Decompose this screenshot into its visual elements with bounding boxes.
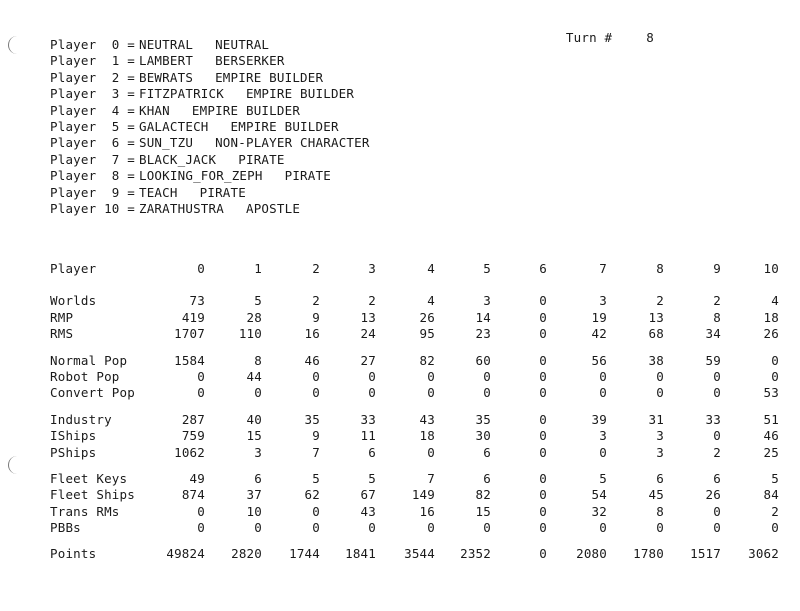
stat-cell: 3 xyxy=(599,428,607,444)
stat-label: Points xyxy=(50,546,97,562)
stat-cell: 1062 xyxy=(174,444,205,460)
stat-cell: 42 xyxy=(591,326,607,342)
stat-cell: 60 xyxy=(475,352,491,368)
turn-label: Turn # xyxy=(565,30,613,46)
player-type: EMPIRE BUILDER xyxy=(245,86,355,102)
stat-cell: 2 xyxy=(713,293,721,309)
stat-cell: 1841 xyxy=(345,546,376,562)
stat-cell: 0 xyxy=(197,368,205,384)
player-type: BERSERKER xyxy=(215,53,285,69)
stat-cell: 6 xyxy=(483,444,491,460)
stat-label: Player xyxy=(50,261,97,276)
player-list-item xyxy=(50,70,370,86)
stat-cell: 3 xyxy=(483,293,491,309)
stat-cell: 13 xyxy=(360,309,376,325)
player-name: LOOKING_FOR_ZEPH xyxy=(138,168,263,184)
stat-cell: 38 xyxy=(648,352,664,368)
stat-cell: 0 xyxy=(599,520,607,536)
stat-cell: 0 xyxy=(539,428,547,444)
stat-cell: 0 xyxy=(539,385,547,401)
stat-cell: 1744 xyxy=(289,546,320,562)
stat-cell: 4 xyxy=(771,293,779,309)
binder-hole-mark xyxy=(8,456,17,474)
stat-cell: 759 xyxy=(181,428,205,444)
stat-cell: 35 xyxy=(475,411,491,427)
stats-table xyxy=(50,261,790,563)
stat-cell: 0 xyxy=(539,309,547,325)
stat-cell: 14 xyxy=(475,309,491,325)
player-list-item xyxy=(50,152,370,168)
stat-cell: 10 xyxy=(763,261,779,276)
stat-cell: 62 xyxy=(304,487,320,503)
stat-cell: 53 xyxy=(763,385,779,401)
stat-cell: 0 xyxy=(539,293,547,309)
stat-cell: 2 xyxy=(312,293,320,309)
stat-cell: 16 xyxy=(304,326,320,342)
table-row xyxy=(50,412,790,428)
stat-label: PShips xyxy=(50,444,97,460)
player-list-item xyxy=(50,103,370,119)
stat-label: Fleet Ships xyxy=(50,487,135,503)
stat-cell: 44 xyxy=(246,368,262,384)
stat-cell: 0 xyxy=(539,326,547,342)
stat-cell: 82 xyxy=(419,352,435,368)
stat-cell: 5 xyxy=(368,470,376,486)
stat-cell: 0 xyxy=(539,546,547,562)
player-label: Player 2 = xyxy=(50,69,135,85)
stat-cell: 1780 xyxy=(633,546,664,562)
stat-label: PBBs xyxy=(50,520,81,536)
stat-cell: 0 xyxy=(254,385,262,401)
table-row xyxy=(50,293,790,309)
stat-cell: 39 xyxy=(591,411,607,427)
stat-cell: 0 xyxy=(539,487,547,503)
stat-cell: 0 xyxy=(771,352,779,368)
stat-cell: 0 xyxy=(427,444,435,460)
stat-cell: 28 xyxy=(246,309,262,325)
stat-cell: 84 xyxy=(763,487,779,503)
stat-cell: 59 xyxy=(705,352,721,368)
table-header-row xyxy=(50,261,790,277)
stat-cell: 43 xyxy=(360,503,376,519)
stat-cell: 0 xyxy=(312,385,320,401)
stat-label: Normal Pop xyxy=(50,352,128,368)
stat-cell: 0 xyxy=(539,520,547,536)
player-type: NEUTRAL xyxy=(215,37,270,52)
stat-label: Industry xyxy=(50,411,112,427)
stat-label: Fleet Keys xyxy=(50,470,128,486)
stat-cell: 1584 xyxy=(174,352,205,368)
stat-cell: 419 xyxy=(181,309,205,325)
table-row xyxy=(50,326,790,342)
stat-cell: 0 xyxy=(312,520,320,536)
stat-cell: 0 xyxy=(539,503,547,519)
stat-cell: 6 xyxy=(368,444,376,460)
player-type: EMPIRE BUILDER xyxy=(215,69,324,85)
stat-cell: 0 xyxy=(483,385,491,401)
stat-cell: 49824 xyxy=(166,546,205,562)
stat-cell: 3 xyxy=(254,444,262,460)
stat-cell: 95 xyxy=(419,326,435,342)
player-list-item xyxy=(50,185,370,201)
stat-cell: 0 xyxy=(713,428,721,444)
player-label: Player 3 = xyxy=(50,86,135,102)
player-name: KHAN xyxy=(138,102,170,118)
stat-cell: 0 xyxy=(771,520,779,536)
stat-cell: 0 xyxy=(713,368,721,384)
player-label: Player 9 = xyxy=(50,184,135,200)
player-type: PIRATE xyxy=(199,184,246,200)
stat-cell: 3 xyxy=(599,293,607,309)
stat-cell: 26 xyxy=(419,309,435,325)
player-list-item xyxy=(50,135,370,151)
table-row xyxy=(50,428,790,444)
stat-cell: 26 xyxy=(705,487,721,503)
stat-cell: 6 xyxy=(254,470,262,486)
player-name: BLACK_JACK xyxy=(138,151,217,167)
stat-cell: 15 xyxy=(475,503,491,519)
stat-cell: 9 xyxy=(312,428,320,444)
stat-label: Robot Pop xyxy=(50,368,120,384)
stat-cell: 0 xyxy=(599,385,607,401)
player-name: LAMBERT xyxy=(138,53,194,69)
player-list xyxy=(50,37,370,217)
player-name: NEUTRAL xyxy=(138,37,194,52)
stat-cell: 8 xyxy=(254,352,262,368)
stat-cell: 54 xyxy=(591,487,607,503)
player-label: Player 6 = xyxy=(50,135,135,151)
turn-indicator xyxy=(535,14,654,63)
stat-cell: 0 xyxy=(312,368,320,384)
stat-cell: 0 xyxy=(427,520,435,536)
player-type: PIRATE xyxy=(238,151,285,167)
stat-cell: 27 xyxy=(360,352,376,368)
binder-hole-mark xyxy=(8,36,17,54)
player-list-item xyxy=(50,37,370,53)
stat-cell: 26 xyxy=(763,326,779,342)
stat-cell: 5 xyxy=(312,470,320,486)
turn-value: 8 xyxy=(646,30,654,46)
player-type: EMPIRE BUILDER xyxy=(191,102,301,118)
player-label: Player 4 = xyxy=(50,102,135,118)
stat-cell: 874 xyxy=(181,487,205,503)
stat-cell: 46 xyxy=(763,428,779,444)
stat-label: RMP xyxy=(50,309,74,325)
stat-cell: 2 xyxy=(368,293,376,309)
player-name: GALACTECH xyxy=(138,119,209,135)
stat-cell: 73 xyxy=(189,293,205,309)
player-name: TEACH xyxy=(138,184,178,200)
stat-cell: 30 xyxy=(475,428,491,444)
stat-cell: 18 xyxy=(419,428,435,444)
stat-cell: 0 xyxy=(254,520,262,536)
player-label: Player 10 = xyxy=(50,201,135,217)
player-name: BEWRATS xyxy=(138,69,194,85)
table-row xyxy=(50,310,790,326)
stat-cell: 0 xyxy=(713,520,721,536)
stat-cell: 45 xyxy=(648,487,664,503)
stat-cell: 6 xyxy=(539,261,547,276)
stat-cell: 0 xyxy=(197,385,205,401)
stat-cell: 5 xyxy=(483,261,491,276)
stat-cell: 0 xyxy=(197,503,205,519)
stat-cell: 0 xyxy=(197,261,205,276)
stat-cell: 0 xyxy=(197,520,205,536)
table-row xyxy=(50,369,790,385)
stat-cell: 0 xyxy=(312,503,320,519)
stat-cell: 7 xyxy=(427,470,435,486)
stat-cell: 31 xyxy=(648,411,664,427)
stat-cell: 0 xyxy=(427,385,435,401)
stat-cell: 2820 xyxy=(231,546,262,562)
stat-cell: 5 xyxy=(771,470,779,486)
player-label: Player 5 = xyxy=(50,119,135,135)
stat-cell: 4 xyxy=(427,261,435,276)
stat-cell: 0 xyxy=(656,385,664,401)
stat-cell: 7 xyxy=(312,444,320,460)
player-type: PIRATE xyxy=(284,168,331,184)
stat-cell: 0 xyxy=(539,368,547,384)
player-name: SUN_TZU xyxy=(138,135,194,151)
stat-cell: 0 xyxy=(656,520,664,536)
stat-cell: 6 xyxy=(483,470,491,486)
stat-cell: 7 xyxy=(599,261,607,276)
stat-label: Worlds xyxy=(50,293,97,309)
player-type: EMPIRE BUILDER xyxy=(230,119,339,135)
stat-cell: 3062 xyxy=(748,546,779,562)
stat-cell: 5 xyxy=(599,470,607,486)
stat-cell: 11 xyxy=(360,428,376,444)
stat-cell: 49 xyxy=(189,470,205,486)
stat-cell: 149 xyxy=(411,487,435,503)
player-label: Player 8 = xyxy=(50,168,135,184)
stat-label: RMS xyxy=(50,326,74,342)
player-label: Player 0 = xyxy=(50,37,135,52)
stat-cell: 2 xyxy=(312,261,320,276)
stat-cell: 0 xyxy=(656,368,664,384)
stat-cell: 8 xyxy=(656,261,664,276)
player-name: ZARATHUSTRA xyxy=(138,201,224,217)
player-list-item xyxy=(50,53,370,69)
stat-cell: 0 xyxy=(483,520,491,536)
stat-cell: 13 xyxy=(648,309,664,325)
player-label: Player 7 = xyxy=(50,151,135,167)
stat-cell: 0 xyxy=(771,368,779,384)
stat-cell: 9 xyxy=(312,309,320,325)
stat-cell: 0 xyxy=(368,385,376,401)
stat-cell: 0 xyxy=(539,470,547,486)
stat-cell: 32 xyxy=(591,503,607,519)
stat-cell: 0 xyxy=(427,368,435,384)
table-row xyxy=(50,445,790,461)
stat-cell: 287 xyxy=(181,411,205,427)
stat-cell: 51 xyxy=(763,411,779,427)
stat-cell: 2 xyxy=(771,503,779,519)
player-list-item xyxy=(50,86,370,102)
stat-cell: 56 xyxy=(591,352,607,368)
stat-cell: 0 xyxy=(539,444,547,460)
stat-cell: 0 xyxy=(599,444,607,460)
stat-cell: 0 xyxy=(713,503,721,519)
stat-cell: 1707 xyxy=(174,326,205,342)
player-list-item xyxy=(50,119,370,135)
table-row xyxy=(50,353,790,369)
stat-cell: 15 xyxy=(246,428,262,444)
stat-cell: 8 xyxy=(656,503,664,519)
stat-cell: 19 xyxy=(591,309,607,325)
player-type: NON-PLAYER CHARACTER xyxy=(215,135,370,151)
player-list-item xyxy=(50,168,370,184)
stat-cell: 1517 xyxy=(690,546,721,562)
stat-cell: 82 xyxy=(475,487,491,503)
table-row xyxy=(50,471,790,487)
stat-label: IShips xyxy=(50,428,97,444)
stat-cell: 16 xyxy=(419,503,435,519)
stat-cell: 6 xyxy=(713,470,721,486)
stat-cell: 3 xyxy=(656,428,664,444)
stat-cell: 23 xyxy=(475,326,491,342)
stat-cell: 67 xyxy=(360,487,376,503)
stat-cell: 33 xyxy=(360,411,376,427)
stat-cell: 43 xyxy=(419,411,435,427)
stat-cell: 3544 xyxy=(404,546,435,562)
stat-cell: 18 xyxy=(763,309,779,325)
stat-cell: 0 xyxy=(483,368,491,384)
stat-cell: 2 xyxy=(656,293,664,309)
stat-cell: 0 xyxy=(539,411,547,427)
player-list-item xyxy=(50,201,370,217)
stat-cell: 5 xyxy=(254,293,262,309)
stat-cell: 0 xyxy=(368,368,376,384)
stat-cell: 33 xyxy=(705,411,721,427)
stat-cell: 2 xyxy=(713,444,721,460)
table-row xyxy=(50,487,790,503)
stat-cell: 110 xyxy=(238,326,262,342)
stat-cell: 1 xyxy=(254,261,262,276)
stat-cell: 25 xyxy=(763,444,779,460)
stat-cell: 35 xyxy=(304,411,320,427)
stat-cell: 40 xyxy=(246,411,262,427)
stat-cell: 6 xyxy=(656,470,664,486)
stat-cell: 34 xyxy=(705,326,721,342)
table-row xyxy=(50,504,790,520)
table-row xyxy=(50,385,790,401)
stat-cell: 68 xyxy=(648,326,664,342)
stat-label: Convert Pop xyxy=(50,385,135,401)
stat-cell: 46 xyxy=(304,352,320,368)
stat-cell: 0 xyxy=(368,520,376,536)
stat-cell: 9 xyxy=(713,261,721,276)
stat-cell: 4 xyxy=(427,293,435,309)
stat-cell: 3 xyxy=(368,261,376,276)
stat-cell: 3 xyxy=(656,444,664,460)
stat-cell: 8 xyxy=(713,309,721,325)
stat-cell: 0 xyxy=(599,368,607,384)
table-row xyxy=(50,520,790,536)
stat-cell: 0 xyxy=(713,385,721,401)
stat-cell: 0 xyxy=(539,352,547,368)
player-type: APOSTLE xyxy=(245,201,301,217)
stat-cell: 10 xyxy=(246,503,262,519)
stat-cell: 37 xyxy=(246,487,262,503)
player-name: FITZPATRICK xyxy=(138,86,224,102)
stat-cell: 2080 xyxy=(576,546,607,562)
table-row xyxy=(50,546,790,562)
player-label: Player 1 = xyxy=(50,53,135,69)
stat-label: Trans RMs xyxy=(50,503,120,519)
stat-cell: 24 xyxy=(360,326,376,342)
stat-cell: 2352 xyxy=(460,546,491,562)
